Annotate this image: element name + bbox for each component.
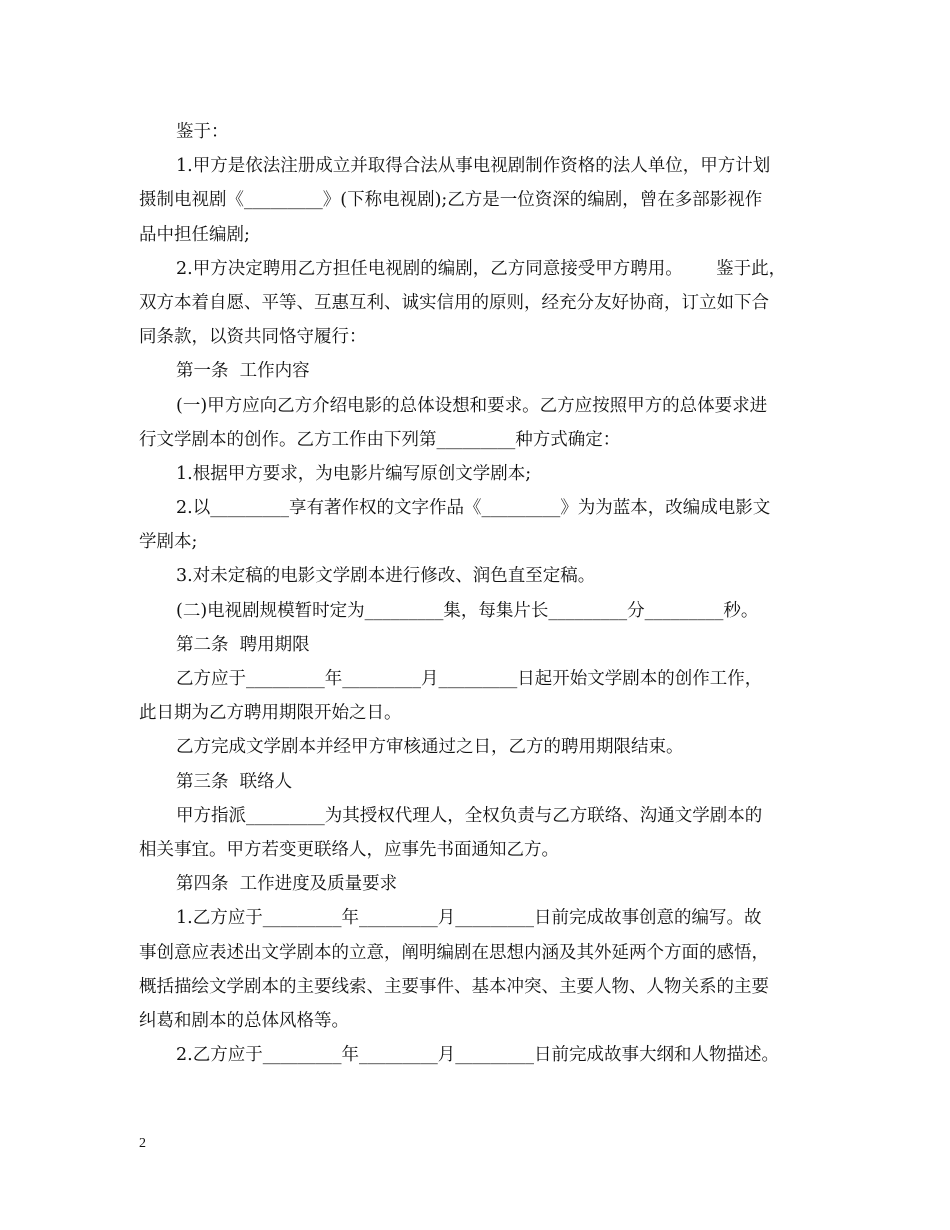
text-line: 事创意应表述出文学剧本的立意，阐明编剧在思想内涵及其外延两个方面的感悟，	[139, 942, 769, 963]
section-heading: 第一条 工作内容	[176, 361, 310, 382]
text-line: 学剧本;	[139, 532, 198, 553]
text-line: 3.对未定稿的电影文学剧本进行修改、润色直至定稿。	[176, 566, 596, 587]
text-line: 品中担任编剧;	[139, 224, 250, 245]
text-line: 甲方指派_________为其授权代理人，全权负责与乙方联络、沟通文学剧本的	[176, 805, 763, 826]
text-line: 概括描绘文学剧本的主要线索、主要事件、基本冲突、主要人物、人物关系的主要	[139, 976, 769, 997]
section-heading: 第四条 工作进度及质量要求	[176, 874, 398, 895]
text-line: (二)电视剧规模暂时定为_________集，每集片长_________分_________秒。	[176, 600, 759, 621]
text-line: 相关事宜。甲方若变更联络人，应事先书面通知乙方。	[139, 839, 559, 860]
text-line: 1.乙方应于_________年_________月_________日前完成故事创意的编写。故	[176, 908, 762, 929]
section-heading: 第二条 聘用期限	[176, 634, 310, 655]
text-line: 2.甲方决定聘用乙方担任电视剧的编剧，乙方同意接受甲方聘用。 鉴于此，	[176, 258, 787, 279]
text-line: 纠葛和剧本的总体风格等。	[139, 1010, 349, 1031]
text-line: 1.根据甲方要求，为电影片编写原创文学剧本;	[176, 463, 532, 484]
page-number: 2	[139, 1136, 146, 1151]
text-line: 摄制电视剧《_________》(下称电视剧);乙方是一位资深的编剧，曾在多部影视作	[139, 190, 763, 211]
text-line: 乙方应于_________年_________月_________日起开始文学剧本的创作工作，	[176, 669, 763, 689]
text-line: 双方本着自愿、平等、互惠互利、诚实信用的原则，经充分友好协商，订立如下合	[139, 292, 769, 313]
text-line: 此日期为乙方聘用期限开始之日。	[139, 703, 402, 724]
text-line: (一)甲方应向乙方介绍电影的总体设想和要求。乙方应按照甲方的总体要求进	[176, 395, 768, 416]
section-heading: 第三条 联络人	[176, 771, 293, 792]
document-body	[139, 115, 829, 1072]
text-line: 2.以_________享有著作权的文字作品《_________》为为蓝本，改编成电影文	[176, 498, 771, 519]
text-line: 2.乙方应于_________年_________月_________日前完成故事大纲和人物描述。	[176, 1045, 779, 1066]
text-line: 行文学剧本的创作。乙方工作由下列第_________种方式确定：	[139, 429, 621, 450]
text-line: 1.甲方是依法注册成立并取得合法从事电视剧制作资格的法人单位，甲方计划	[176, 156, 771, 177]
text-line: 鉴于：	[176, 122, 229, 142]
text-line: 同条款，以资共同恪守履行：	[139, 327, 367, 348]
text-line: 乙方完成文学剧本并经甲方审核通过之日，乙方的聘用期限结束。	[176, 737, 684, 758]
